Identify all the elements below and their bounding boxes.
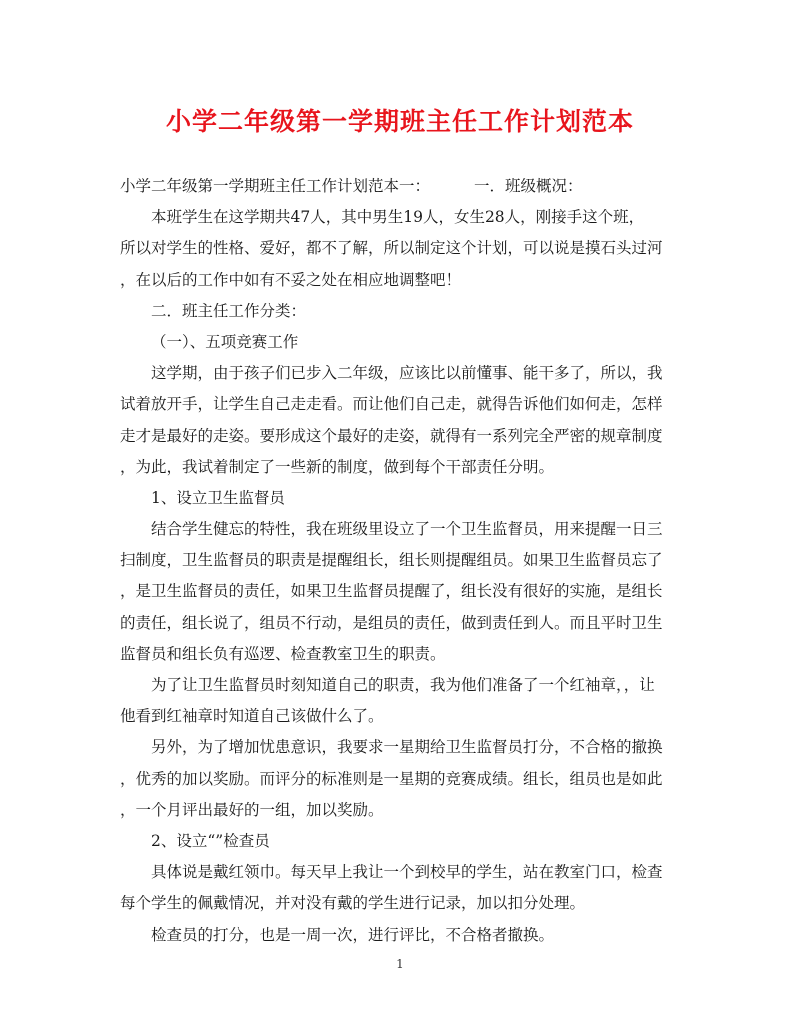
text-line: 本班学生在这学期共47人，其中男生19人，女生28人，刚接手这个班， xyxy=(151,208,645,227)
text-line: 他看到红袖章时知道自己该做什么了。 xyxy=(120,707,384,726)
text-line: 1、设立卫生监督员 xyxy=(151,488,285,507)
text-line: 另外，为了增加忧患意识，我要求一星期给卫生监督员打分，不合格的撤换 xyxy=(151,738,663,757)
document-title: 小学二年级第一学期班主任工作计划范本 xyxy=(165,107,634,136)
text-line: 检查员的打分，也是一周一次，进行评比，不合格者撤换。 xyxy=(151,925,555,944)
page-number: 1 xyxy=(396,957,404,971)
text-line: ，在以后的工作中如有不妥之处在相应地调整吧！ xyxy=(120,270,462,289)
intro-line xyxy=(120,171,680,202)
text-line: （一）、五项竞赛工作 xyxy=(151,332,299,351)
document-body xyxy=(120,171,680,951)
text-line: 具体说是戴红领巾。每天早上我让一个到校早的学生，站在教室门口，检查 xyxy=(151,863,663,882)
text-line: ，一个月评出最好的一组，加以奖励。 xyxy=(120,800,384,819)
text-line: ，优秀的加以奖励。而评分的标准则是一星期的竞赛成绩。组长，组员也是如此 xyxy=(120,769,663,788)
text-line: 每个学生的佩戴情况，并对没有戴的学生进行记录，加以扣分处理。 xyxy=(120,894,586,913)
text-line: 所以对学生的性格、爱好，都不了解，所以制定这个计划，可以说是摸石头过河 xyxy=(120,239,663,258)
intro-right-heading: 一．班级概况： xyxy=(474,177,583,195)
text-line: 扫制度，卫生监督员的职责是提醒组长，组长则提醒组员。如果卫生监督员忘了 xyxy=(120,551,663,570)
paragraph-lines xyxy=(120,202,680,951)
text-line: 为了让卫生监督员时刻知道自己的职责，我为他们准备了一个红袖章，，让 xyxy=(151,676,655,694)
text-line: ，是卫生监督员的责任，如果卫生监督员提醒了，组长没有很好的实施，是组长 xyxy=(120,582,663,601)
text-line: ，为此，我试着制定了一些新的制度，做到每个干部责任分明。 xyxy=(120,457,555,476)
intro-left-text: 小学二年级第一学期班主任工作计划范本一： xyxy=(120,177,431,195)
text-line: 试着放开手，让学生自己走走看。而让他们自己走，就得告诉他们如何走，怎样 xyxy=(120,395,663,414)
text-line: 监督员和组长负有巡逻、检查教室卫生的职责。 xyxy=(120,644,446,663)
text-line: 二．班主任工作分类： xyxy=(151,301,307,320)
text-line: 的责任，组长说了，组员不行动，是组员的责任，做到责任到人。而且平时卫生 xyxy=(120,613,663,632)
text-line: 结合学生健忘的特性，我在班级里设立了一个卫生监督员，用来提醒一日三 xyxy=(151,520,663,539)
text-line: 走才是最好的走姿。要形成这个最好的走姿，就得有一系列完全严密的规章制度 xyxy=(120,426,663,445)
text-line: 这学期，由于孩子们已步入二年级，应该比以前懂事、能干多了，所以，我 xyxy=(151,364,663,383)
text-line: 2、设立“”检查员 xyxy=(151,831,270,850)
